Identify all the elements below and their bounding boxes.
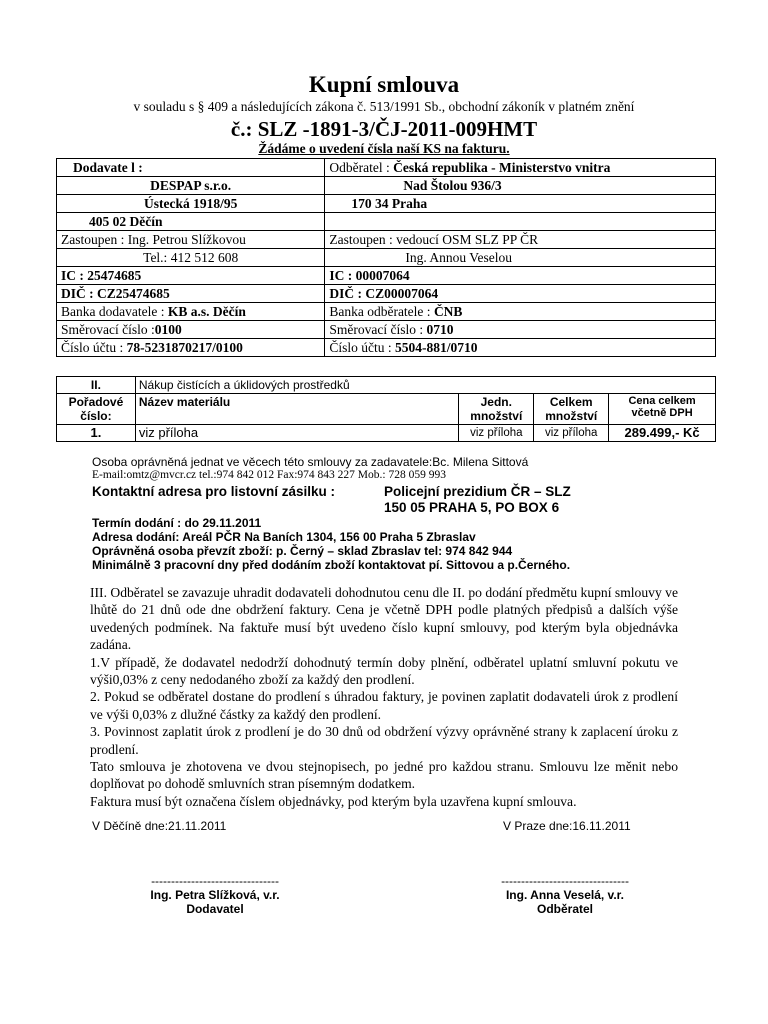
signer-role-right: Odběratel <box>536 902 593 916</box>
col-material: Název materiálu <box>135 394 458 425</box>
delivery-notice: Minimálně 3 pracovní dny před dodáním zboží kontaktovat pí. Sittovou a p.Černého. <box>92 558 571 572</box>
supplier-city: 405 02 Děčín <box>57 213 325 231</box>
contact-details: E-mail:omtz@mvcr.cz tel.:974 842 012 Fax:974 843 227 Mob.: 728 059 993 <box>92 469 446 481</box>
supplier-bank: Banka dodavatele : KB a.s. Děčín <box>57 303 325 321</box>
customer-account: Číslo účtu : 5504-881/0710 <box>325 339 716 357</box>
place-date-left: V Děčíně dne:21.11.2011 <box>92 819 227 833</box>
signer-name-right: Ing. Anna Veselá, v.r. <box>505 888 625 902</box>
mail-address-label: Kontaktní adresa pro listovní zásilku : <box>92 484 336 499</box>
supplier-street: Ústecká 1918/95 <box>57 195 325 213</box>
invoice-request: Žádáme o uvedení čísla naší KS na fakturu. <box>258 141 510 156</box>
signer-role-left: Dodavatel <box>186 902 244 916</box>
authorized-person: Osoba oprávněná jednat ve věcech této smlouvy za zadavatele:Bc. Milena Sittová <box>92 455 529 469</box>
row-order: 1. <box>57 425 136 442</box>
row-total-qty: viz příloha <box>534 425 609 442</box>
section-title: Nákup čistících a úklidových prostředků <box>135 377 715 394</box>
contract-terms <box>90 584 678 810</box>
signer-name-left: Ing. Petra Slížková, v.r. <box>150 888 280 902</box>
customer-city: 170 34 Praha <box>325 195 716 213</box>
customer-bank-code: Směrovací číslo : 0710 <box>325 321 716 339</box>
col-unit-qty: Jedn. množství <box>459 394 534 425</box>
row-price: 289.499,- Kč <box>609 425 716 442</box>
supplier-phone: Tel.: 412 512 608 <box>57 249 325 267</box>
delivery-person: Oprávněná osoba převzít zboží: p. Černý – sklad Zbraslav tel: 974 842 944 <box>92 544 513 558</box>
customer-heading: Odběratel : Česká republika - Ministerstvo vnitra <box>325 159 716 177</box>
mail-address-line2: 150 05 PRAHA 5, PO BOX 6 <box>384 500 560 515</box>
supplier-dic: DIČ : CZ25474685 <box>57 285 325 303</box>
section-number: II. <box>57 377 136 394</box>
supplier-name: DESPAP s.r.o. <box>57 177 325 195</box>
term-paragraph: 1.V případě, že dodavatel nedodrží dohodnutý termín doby plnění, odběratel uplatní smluvní pokutu ve výši0,03% z ceny nedodaného zboží za každý den prodlení. <box>90 654 678 688</box>
row-unit-qty: viz příloha <box>459 425 534 442</box>
supplier-heading: Dodavate l : <box>57 159 325 177</box>
place-date-right: V Praze dne:16.11.2011 <box>503 819 631 833</box>
customer-representative: Zastoupen : vedoucí OSM SLZ PP ČR <box>325 231 716 249</box>
row-material: viz příloha <box>135 425 458 442</box>
delivery-address: Adresa dodání: Areál PČR Na Baních 1304, 156 00 Praha 5 Zbraslav <box>92 530 476 544</box>
parties-table <box>56 158 716 357</box>
term-paragraph: 3. Povinnost zaplatit úrok z prodlení je do 30 dnů od obdržení výzvy oprávněné strany k zaplacení úroku z prodlení. <box>90 724 678 757</box>
term-paragraph: Tato smlouva je zhotovena ve dvou stejnopisech, po jedné pro každou stranu. Smlouvu lze měnit nebo doplňovat po dohodě smluvních stran písemným dodatkem. <box>90 759 678 792</box>
signature-line: -------------------------------- <box>151 874 279 888</box>
term-paragraph: III. Odběratel se zavazuje uhradit dodavateli dohodnutou cenu dle II. po dodání předmětu kupní smlouvy ve lhůtě do 21 dnů ode dne obdržení faktury. Cena je včetně DPH podle platných předpisů a dalších výše uvedených podmínek. Na faktuře musí být uvedeno číslo kupní smlouvy, pod kterým byla objednávka zadána. <box>90 585 678 653</box>
customer-street: Nad Štolou 936/3 <box>325 177 716 195</box>
items-table <box>56 376 716 442</box>
signature-line: -------------------------------- <box>501 874 629 888</box>
col-price: Cena celkem včetně DPH <box>609 394 716 425</box>
signature-right <box>450 874 680 916</box>
mail-address-line1: Policejní prezidium ČR – SLZ <box>384 484 571 499</box>
customer-bank: Banka odběratele : ČNB <box>325 303 716 321</box>
supplier-account: Číslo účtu : 78-5231870217/0100 <box>57 339 325 357</box>
contract-reference: č.: SLZ -1891-3/ČJ-2011-009HMT <box>230 117 538 141</box>
signature-left <box>100 874 330 916</box>
empty-cell <box>325 213 716 231</box>
col-total-qty: Celkem množství <box>534 394 609 425</box>
col-order: Pořadové číslo: <box>57 394 136 425</box>
contract-title: Kupní smlouva <box>308 72 460 97</box>
supplier-ic: IC : 25474685 <box>57 267 325 285</box>
delivery-term: Termín dodání : do 29.11.2011 <box>92 516 262 530</box>
term-paragraph: 2. Pokud se odběratel dostane do prodlení s úhradou faktury, je povinen zaplatit dodavateli úrok z prodlení ve výši 0,03% z dlužné částky za každý den prodlení. <box>90 689 678 722</box>
customer-ic: IC : 00007064 <box>325 267 716 285</box>
supplier-representative: Zastoupen : Ing. Petrou Slížkovou <box>57 231 325 249</box>
term-paragraph: Faktura musí být označena číslem objednávky, pod kterým byla uzavřena kupní smlouva. <box>90 793 577 809</box>
legal-basis: v souladu s § 409 a následujících zákona č. 513/1991 Sb., obchodní zákoník v platném znění <box>133 99 635 114</box>
supplier-bank-code: Směrovací číslo :0100 <box>57 321 325 339</box>
customer-representative-name: Ing. Annou Veselou <box>325 249 716 267</box>
customer-dic: DIČ : CZ00007064 <box>325 285 716 303</box>
items-header-row <box>57 394 716 425</box>
table-row <box>57 425 716 442</box>
